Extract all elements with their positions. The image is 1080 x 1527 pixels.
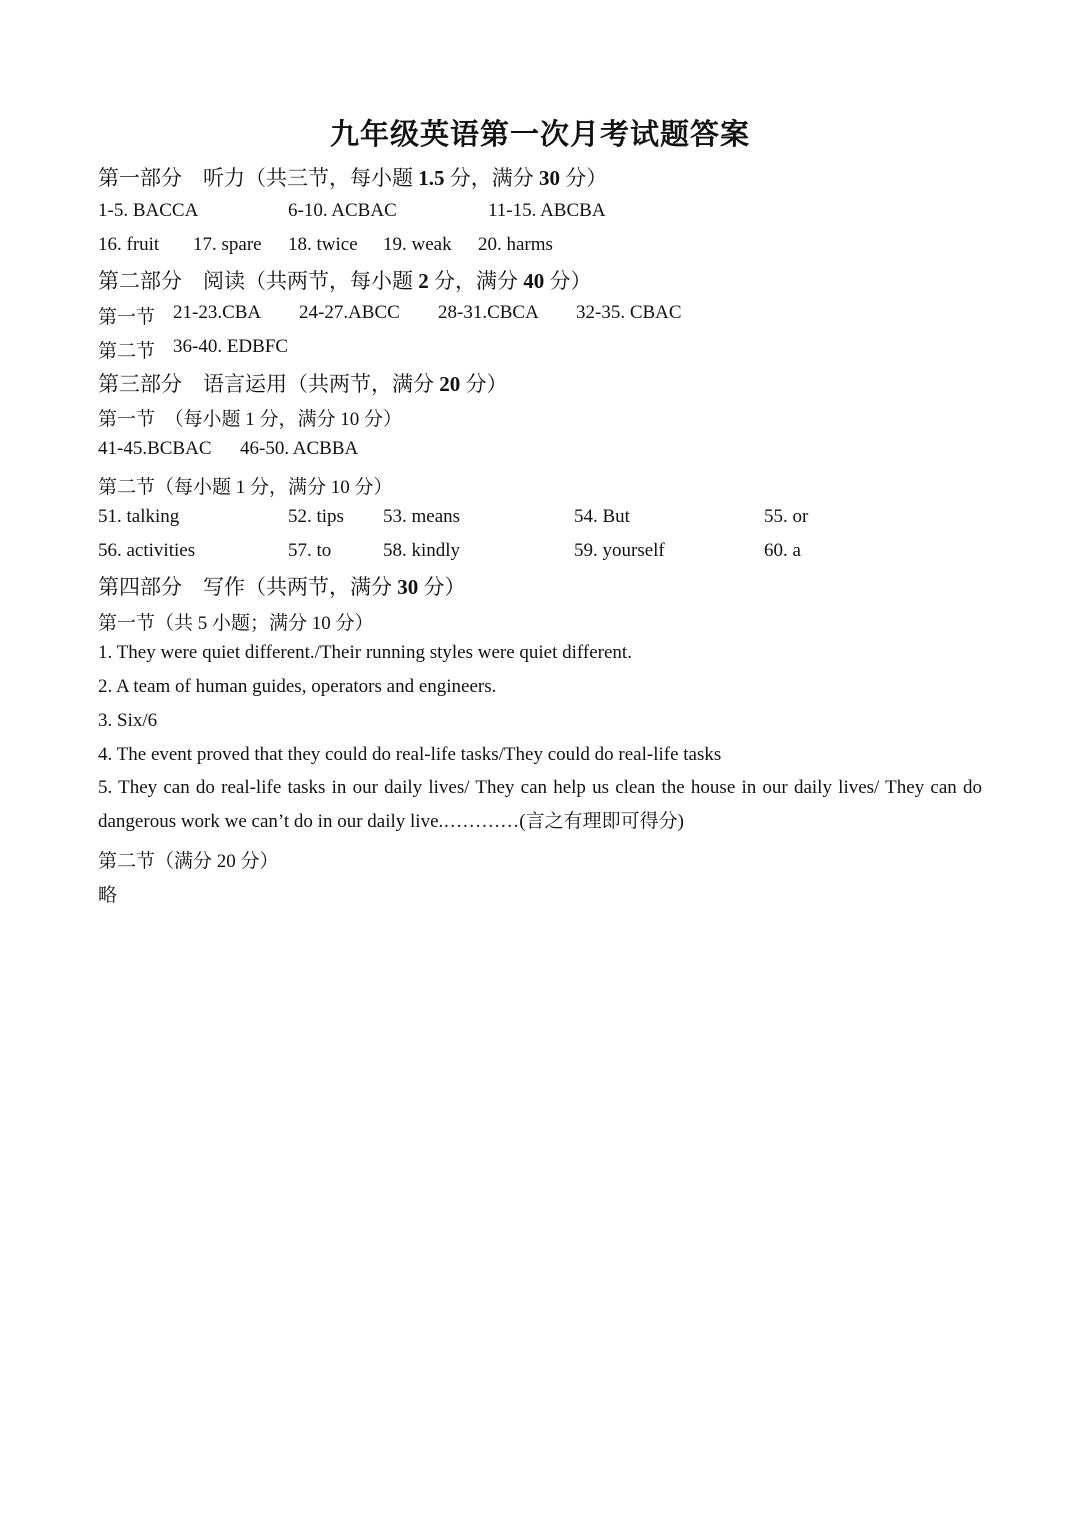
writing-answer: 2. A team of human guides, operators and engineers.	[98, 676, 497, 697]
writing-answer: 3. Six/6	[98, 710, 158, 731]
section-label: 第一节	[98, 307, 156, 328]
part3-heading-text-2: 分）	[465, 372, 508, 396]
section-title: 第一节 （每小题 1 分，满分 10 分）	[98, 409, 403, 430]
page-title: 九年级英语第一次月考试题答案	[329, 119, 750, 151]
part1-heading-text-3: 分）	[565, 166, 608, 190]
part1-total: 30	[539, 166, 560, 190]
answer-item: 16. fruit	[98, 234, 160, 255]
answer-item: 57. to	[288, 540, 332, 561]
part2-total: 40	[523, 269, 545, 293]
answer-group: 21-23.CBA	[173, 302, 262, 323]
answer-group: 6-10. ACBAC	[288, 200, 397, 221]
part3-heading	[98, 368, 508, 398]
part1-heading-text-2: 分，满分	[449, 166, 534, 190]
answer-item: 51. talking	[98, 506, 180, 527]
section-title: 第一节（共 5 小题；满分 10 分）	[98, 613, 374, 634]
section-title: 第二节（每小题 1 分，满分 10 分）	[98, 477, 393, 498]
part4-heading-text-2: 分）	[423, 575, 466, 599]
answer-item: 19. weak	[383, 234, 452, 255]
answer-group: 36-40. EDBFC	[173, 336, 289, 357]
part2-heading-text-3: 分）	[549, 269, 592, 293]
writing-answer: 4. The event proved that they could do real-life tasks/They could do real-life tasks	[98, 744, 722, 765]
answer-group: 11-15. ABCBA	[488, 200, 606, 221]
writing-answer: 5. They can do real-life tasks in our daily lives/ They can help us clean the house in our daily lives/ They can do dangerous work we can’t do in our daily live.…………(言之有理即可得分)	[98, 777, 982, 832]
part2-points: 2	[418, 269, 429, 293]
part2-heading	[98, 265, 592, 295]
part2-heading-text: 第二部分 阅读（共两节，每小题	[98, 269, 413, 293]
part4-heading	[98, 571, 466, 601]
answer-group: 46-50. ACBBA	[240, 438, 359, 459]
part3-heading-text: 第三部分 语言运用（共两节，满分	[98, 372, 434, 396]
part4-heading-text: 第四部分 写作（共两节，满分	[98, 575, 392, 599]
answer-group: 1-5. BACCA	[98, 200, 199, 221]
answer-item: 58. kindly	[383, 540, 461, 561]
section-label: 第二节	[98, 341, 156, 362]
part4-total: 30	[397, 575, 419, 599]
answer-group: 41-45.BCBAC	[98, 438, 212, 459]
answer-item: 60. a	[764, 540, 801, 561]
answer-item: 53. means	[383, 506, 461, 527]
part3-total: 20	[439, 372, 461, 396]
part1-heading-text: 第一部分 听力（共三节，每小题	[98, 166, 413, 190]
section-title: 第二节（满分 20 分）	[98, 851, 279, 872]
answer-item: 52. tips	[288, 506, 344, 527]
answer-item: 18. twice	[288, 234, 358, 255]
writing-answer: 1. They were quiet different./Their running styles were quiet different.	[98, 642, 632, 663]
answer-group: 24-27.ABCC	[299, 302, 400, 323]
answer-group: 32-35. CBAC	[576, 302, 682, 323]
answer-group: 28-31.CBCA	[438, 302, 539, 323]
part1-heading	[98, 162, 607, 192]
answer-item: 54. But	[574, 506, 630, 527]
writing-answer: 略	[98, 885, 118, 906]
answer-item: 55. or	[764, 506, 809, 527]
answer-item: 20. harms	[478, 234, 553, 255]
part2-heading-text-2: 分，满分	[434, 269, 518, 293]
answer-item: 59. yourself	[574, 540, 665, 561]
part1-points: 1.5	[418, 166, 445, 190]
answer-item: 56. activities	[98, 540, 196, 561]
answer-item: 17. spare	[193, 234, 262, 255]
